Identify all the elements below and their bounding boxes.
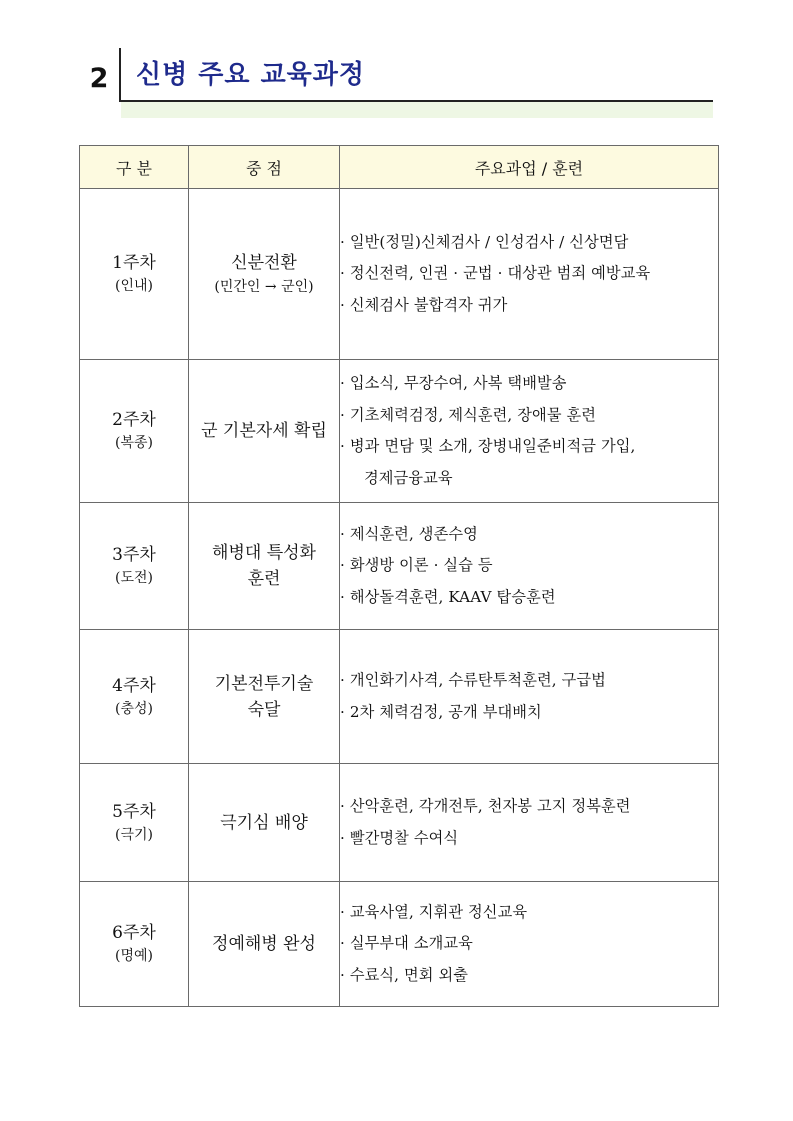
week-cell bbox=[80, 503, 189, 630]
task-item: · 일반(정밀)신체검사 / 인성검사 / 신상면담 bbox=[340, 232, 629, 251]
task-item: · 실무부대 소개교육 bbox=[340, 934, 473, 953]
week-virtue: (인내) bbox=[115, 278, 153, 294]
task-item: · 수료식, 면회 외출 bbox=[340, 965, 469, 984]
task-item: · 해상돌격훈련, KAAV 탑승훈련 bbox=[340, 587, 556, 606]
table-row bbox=[80, 189, 719, 360]
week-virtue: (극기) bbox=[115, 826, 153, 843]
table-header-row bbox=[80, 146, 719, 189]
focus-cell bbox=[189, 360, 340, 503]
task-item: · 제식훈련, 생존수영 bbox=[340, 524, 478, 543]
section-number: 2 bbox=[89, 63, 109, 94]
task-item: · 신체검사 불합격자 귀가 bbox=[340, 295, 508, 314]
focus-label: 군 기본자세 확립 bbox=[201, 421, 327, 441]
focus-sublabel: (민간인 → 군인) bbox=[214, 279, 314, 295]
focus-label: 극기심 배양 bbox=[220, 812, 308, 833]
task-item: · 빨간명찰 수여식 bbox=[340, 828, 459, 847]
tasks-cell bbox=[340, 189, 719, 360]
week-label: 4주차 bbox=[112, 675, 156, 696]
task-item: · 화생방 이론 · 실습 등 bbox=[340, 556, 493, 575]
task-item: · 2차 체력검정, 공개 부대배치 bbox=[340, 702, 542, 721]
section-title: 신병 주요 교육과정 bbox=[136, 60, 366, 90]
task-item: · 개인화기사격, 수류탄투척훈련, 구급법 bbox=[340, 671, 606, 689]
curriculum-table bbox=[79, 145, 719, 1007]
focus-label: 해병대 특성화 bbox=[212, 543, 316, 563]
header-band bbox=[121, 102, 713, 118]
tasks-cell bbox=[340, 882, 719, 1007]
week-virtue: (명예) bbox=[115, 948, 153, 964]
focus-label: 기본전투기술 bbox=[214, 673, 314, 694]
week-cell bbox=[80, 360, 189, 503]
focus-cell bbox=[189, 882, 340, 1007]
task-item: · 정신전력, 인권 · 군법 · 대상관 범죄 예방교육 bbox=[340, 264, 651, 283]
tasks-cell bbox=[340, 630, 719, 764]
table-row bbox=[80, 630, 719, 764]
focus-cell bbox=[189, 189, 340, 360]
focus-label: 훈련 bbox=[247, 569, 281, 589]
task-item: · 기초체력검정, 제식훈련, 장애물 훈련 bbox=[340, 405, 597, 424]
task-item: · 산악훈련, 각개전투, 천자봉 고지 정복훈련 bbox=[340, 797, 631, 815]
week-virtue: (복종) bbox=[115, 435, 153, 451]
week-label: 3주차 bbox=[112, 545, 156, 565]
task-item: · 교육사열, 지휘관 정신교육 bbox=[340, 902, 528, 921]
task-item: · 병과 면담 및 소개, 장병내일준비적금 가입, bbox=[340, 437, 636, 455]
focus-label: 정예해병 완성 bbox=[212, 934, 316, 954]
column-header-tasks: 주요과업 / 훈련 bbox=[340, 146, 719, 189]
focus-cell bbox=[189, 764, 340, 882]
focus-cell bbox=[189, 503, 340, 630]
section-header bbox=[78, 48, 714, 120]
week-cell bbox=[80, 630, 189, 764]
tasks-cell bbox=[340, 503, 719, 630]
week-virtue: (도전) bbox=[115, 570, 153, 586]
week-virtue: (충성) bbox=[115, 700, 153, 717]
column-header-focus: 중 점 bbox=[189, 146, 340, 189]
week-label: 5주차 bbox=[112, 801, 156, 822]
week-cell bbox=[80, 764, 189, 882]
focus-label: 숙달 bbox=[247, 699, 281, 720]
table-row bbox=[80, 764, 719, 882]
tasks-cell bbox=[340, 360, 719, 503]
week-cell bbox=[80, 882, 189, 1007]
week-label: 2주차 bbox=[112, 410, 156, 430]
week-label: 1주차 bbox=[112, 253, 156, 273]
table-row bbox=[80, 882, 719, 1007]
week-label: 6주차 bbox=[112, 923, 156, 943]
tasks-cell bbox=[340, 764, 719, 882]
table-row bbox=[80, 503, 719, 630]
week-cell bbox=[80, 189, 189, 360]
focus-cell bbox=[189, 630, 340, 764]
column-header-category: 구 분 bbox=[80, 146, 189, 189]
focus-label: 신분전환 bbox=[231, 253, 297, 273]
table-row bbox=[80, 360, 719, 503]
task-item-continued: 경제금융교육 bbox=[364, 468, 453, 487]
header-vertical-rule bbox=[119, 48, 121, 102]
task-item: · 입소식, 무장수여, 사복 택배발송 bbox=[340, 374, 567, 392]
